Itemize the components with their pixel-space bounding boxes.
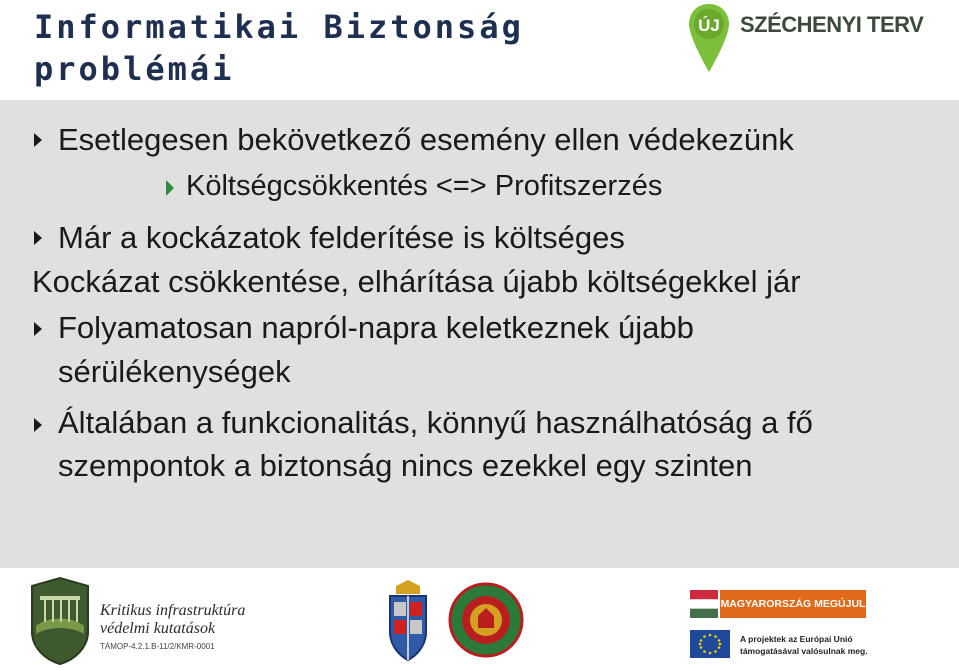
eu-flag-icon (690, 630, 730, 658)
bullet-arrow-icon (34, 133, 42, 147)
slide-footer (0, 568, 959, 671)
title-line-1: Informatikai Biztonság (34, 8, 524, 46)
bullet-text: Esetlegesen bekövetkező esemény ellen védekezünk (58, 122, 794, 157)
szechenyi-terv-logo (684, 2, 944, 74)
project-code: TÁMOP-4.2.1.B-11/2/KMR-0001 (100, 642, 215, 651)
map-pin-icon (686, 2, 732, 74)
kritikus-infrastruktura-logo (28, 576, 248, 666)
sub-bullet-text: Költségcsökkentés <=> Profitszerzés (186, 170, 663, 202)
bullet-arrow-icon (34, 231, 42, 245)
bullet-text: Általában a funkcionalitás, könnyű használhatóság a fő (58, 405, 813, 440)
eu-text-line-2: támogatásával valósulnak meg. (740, 646, 868, 656)
slide-title (34, 6, 524, 90)
shield-icon (28, 576, 92, 666)
plain-text: Kockázat csökkentése, elhárítása újabb költségekkel jár (32, 264, 801, 299)
eu-text-line-1: A projektek az Európai Unió (740, 634, 853, 644)
bullet-text: Már a kockázatok felderítése is költséges (58, 220, 625, 255)
bullet-arrow-icon (34, 322, 42, 336)
bullet-text: Folyamatosan napról-napra keletkeznek újabb (58, 310, 694, 345)
logo-badge-text: ÚJ (698, 16, 720, 35)
ki-title-line-1: Kritikus infrastruktúra (100, 602, 246, 619)
slide-header (0, 0, 959, 100)
national-security-seal-icon (448, 582, 524, 658)
bullet-arrow-icon (34, 418, 42, 432)
university-crest-icon (386, 580, 430, 664)
bullet-text-continued: szempontok a biztonság nincs ezekkel egy szinten (58, 448, 753, 483)
slide-content (0, 100, 959, 568)
sub-bullet-arrow-icon (166, 180, 174, 196)
ki-title-line-2: védelmi kutatások (100, 620, 216, 637)
banner-label: MAGYARORSZÁG MEGÚJUL (720, 590, 866, 618)
logo-text: SZÉCHENYI TERV (740, 12, 924, 37)
bullet-text-continued: sérülékenységek (58, 354, 291, 389)
title-line-2: problémái (34, 50, 235, 88)
hungarian-flag-icon (690, 590, 718, 618)
magyarorszag-megujul-banner (690, 590, 866, 618)
